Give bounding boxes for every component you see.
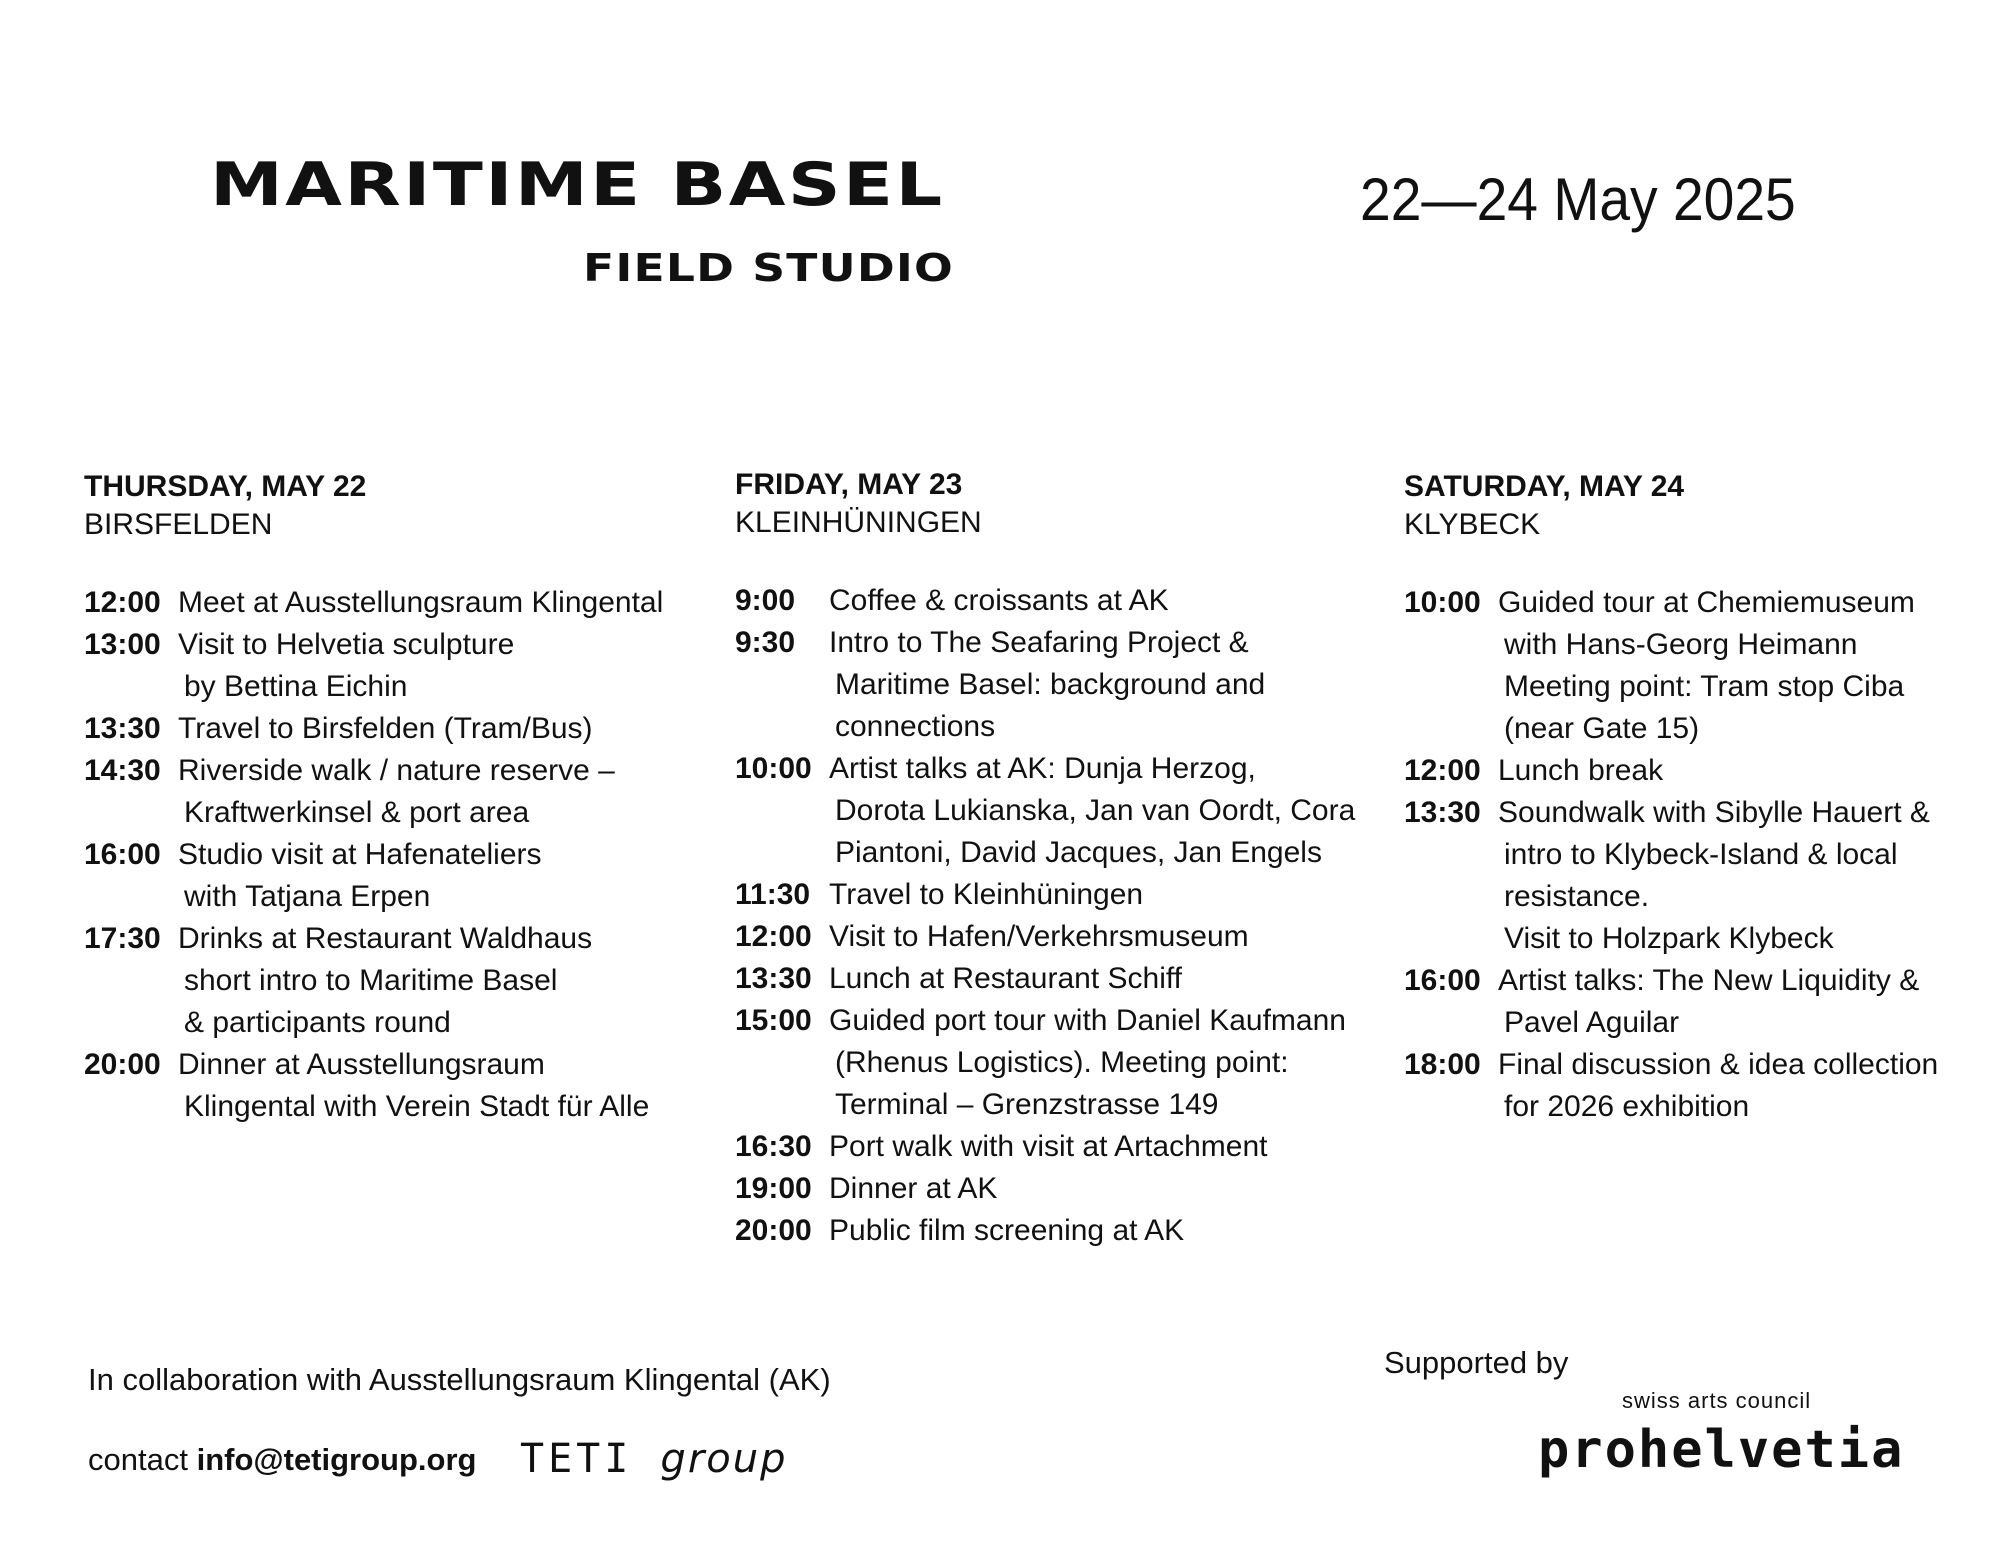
schedule-description	[829, 1168, 1355, 1210]
event-list	[1404, 582, 2000, 1128]
schedule-description	[829, 580, 1355, 622]
schedule-description	[178, 708, 704, 750]
schedule-time: 18:00	[1404, 1048, 1481, 1081]
event-title: MARITIME BASEL	[210, 150, 945, 220]
day-location: KLEINHÜNINGEN	[735, 506, 982, 539]
schedule-description-line: Artist talks at AK: Dunja Herzog,	[829, 752, 1256, 785]
schedule-description-line: by Bettina Eichin	[184, 670, 408, 703]
day-column-saturday	[1404, 468, 2000, 1128]
schedule-item	[735, 874, 1355, 916]
schedule-description-line: Klingental with Verein Stadt für Alle	[184, 1090, 650, 1123]
collaboration-note: In collaboration with Ausstellungsraum Klingental (AK)	[88, 1362, 831, 1397]
schedule-description-line: resistance.	[1504, 880, 1650, 913]
schedule-description-line: intro to Klybeck-Island & local	[1504, 838, 1898, 871]
schedule-description-line: for 2026 exhibition	[1504, 1090, 1750, 1123]
event-list	[84, 582, 704, 1128]
contact-label: contact	[88, 1442, 188, 1477]
day-location: KLYBECK	[1404, 508, 1541, 541]
schedule-description	[1498, 960, 2000, 1044]
event-subtitle: FIELD STUDIO	[583, 246, 955, 290]
schedule-description	[829, 1000, 1355, 1126]
teti-logo-word: TETI	[520, 1436, 633, 1482]
schedule-item	[735, 1126, 1355, 1168]
schedule-time: 16:00	[1404, 964, 1481, 997]
schedule-description	[829, 916, 1355, 958]
schedule-item	[1404, 960, 2000, 1044]
schedule-time: 17:30	[84, 922, 161, 955]
schedule-description-line: Final discussion & idea collection	[1498, 1048, 1939, 1081]
schedule-description	[178, 624, 704, 708]
supported-by-label: Supported by	[1384, 1345, 1569, 1380]
day-title: THURSDAY, MAY 22	[84, 470, 367, 503]
schedule-time: 19:00	[735, 1172, 812, 1205]
schedule-description-line: Drinks at Restaurant Waldhaus	[178, 922, 593, 955]
schedule-time: 9:00	[735, 584, 796, 617]
event-list	[735, 580, 1355, 1252]
schedule-item	[84, 582, 704, 624]
schedule-description-line: short intro to Maritime Basel	[184, 964, 558, 997]
schedule-description-line: (near Gate 15)	[1504, 712, 1700, 745]
schedule-description	[829, 874, 1355, 916]
schedule-description-line: Riverside walk / nature reserve –	[178, 754, 615, 787]
teti-logo-group: group	[660, 1436, 788, 1482]
schedule-time: 13:30	[735, 962, 812, 995]
schedule-description-line: Travel to Birsfelden (Tram/Bus)	[178, 712, 593, 745]
schedule-description-line: with Hans-Georg Heimann	[1504, 628, 1858, 661]
schedule-item	[84, 750, 704, 834]
schedule-item	[1404, 792, 2000, 960]
schedule-description	[178, 834, 704, 918]
schedule-item	[735, 1168, 1355, 1210]
schedule-description	[829, 1126, 1355, 1168]
schedule-time: 16:00	[84, 838, 161, 871]
schedule-description-line: Visit to Holzpark Klybeck	[1504, 922, 1834, 955]
schedule-time: 10:00	[735, 752, 812, 785]
schedule-description	[1498, 792, 2000, 960]
teti-group-logo	[520, 1436, 787, 1482]
schedule-item	[1404, 750, 2000, 792]
schedule-description-line: Intro to The Seafaring Project &	[829, 626, 1249, 659]
schedule-time: 20:00	[84, 1048, 161, 1081]
schedule-description	[829, 748, 1355, 874]
schedule-description-line: & participants round	[184, 1006, 451, 1039]
schedule-item	[1404, 1044, 2000, 1128]
schedule-item	[84, 918, 704, 1044]
schedule-description	[178, 750, 704, 834]
schedule-item	[84, 708, 704, 750]
schedule-description-line: Pavel Aguilar	[1504, 1006, 1680, 1039]
schedule-description-line: Dorota Lukianska, Jan van Oordt, Cora	[835, 794, 1356, 827]
schedule-description-line: connections	[835, 710, 996, 743]
schedule-description-line: Port walk with visit at Artachment	[829, 1130, 1268, 1163]
schedule-time: 13:30	[1404, 796, 1481, 829]
schedule-item	[84, 834, 704, 918]
schedule-time: 12:00	[1404, 754, 1481, 787]
contact-line	[88, 1442, 476, 1478]
schedule-description	[178, 1044, 704, 1128]
schedule-description-line: Lunch break	[1498, 754, 1664, 787]
contact-email-link[interactable]: info@tetigroup.org	[196, 1442, 477, 1477]
schedule-item	[735, 580, 1355, 622]
schedule-time: 13:30	[84, 712, 161, 745]
schedule-description-line: Lunch at Restaurant Schiff	[829, 962, 1182, 995]
schedule-description-line: Guided tour at Chemiemuseum	[1498, 586, 1915, 619]
schedule-description	[829, 958, 1355, 1000]
day-column-thursday	[84, 468, 704, 1128]
schedule-description-line: Guided port tour with Daniel Kaufmann	[829, 1004, 1346, 1037]
schedule-description	[1498, 1044, 2000, 1128]
schedule-description-line: with Tatjana Erpen	[184, 880, 431, 913]
schedule-time: 16:30	[735, 1130, 812, 1163]
schedule-description-line: Public film screening at AK	[829, 1214, 1185, 1247]
schedule-item	[84, 624, 704, 708]
schedule-description	[178, 582, 704, 624]
schedule-time: 10:00	[1404, 586, 1481, 619]
schedule-time: 12:00	[735, 920, 812, 953]
schedule-description-line: Terminal – Grenzstrasse 149	[835, 1088, 1219, 1121]
schedule-description-line: Meet at Ausstellungsraum Klingental	[178, 586, 664, 619]
schedule-item	[735, 1210, 1355, 1252]
sponsor-tagline: swiss arts council	[1622, 1388, 1812, 1413]
schedule-item	[735, 1000, 1355, 1126]
schedule-description	[1498, 750, 2000, 792]
schedule-time: 11:30	[735, 878, 811, 911]
schedule-item	[735, 916, 1355, 958]
event-dates: 22—24 May 2025	[1360, 166, 1796, 233]
day-title: FRIDAY, MAY 23	[735, 468, 963, 501]
day-title: SATURDAY, MAY 24	[1404, 470, 1685, 503]
schedule-time: 9:30	[735, 626, 796, 659]
schedule-description	[1498, 582, 2000, 750]
schedule-description-line: Coffee & croissants at AK	[829, 584, 1169, 617]
schedule-time: 15:00	[735, 1004, 812, 1037]
day-column-friday	[735, 466, 1355, 1252]
schedule-description-line: Piantoni, David Jacques, Jan Engels	[835, 836, 1322, 869]
schedule-description-line: Meeting point: Tram stop Ciba	[1504, 670, 1905, 703]
schedule-item	[84, 1044, 704, 1128]
schedule-item	[735, 748, 1355, 874]
schedule-description	[829, 622, 1355, 748]
schedule-description-line: Artist talks: The New Liquidity &	[1498, 964, 1920, 997]
schedule-description-line: Maritime Basel: background and	[835, 668, 1266, 701]
schedule-time: 12:00	[84, 586, 161, 619]
schedule-time: 20:00	[735, 1214, 812, 1247]
schedule-description	[178, 918, 704, 1044]
schedule-item	[1404, 582, 2000, 750]
schedule-time: 14:30	[84, 754, 161, 787]
schedule-item	[735, 958, 1355, 1000]
schedule-description-line: Visit to Helvetia sculpture	[178, 628, 515, 661]
schedule-time: 13:00	[84, 628, 161, 661]
prohelvetia-logo: prohelvetia	[1538, 1420, 1905, 1480]
schedule-description-line: Soundwalk with Sibylle Hauert &	[1498, 796, 1930, 829]
day-location: BIRSFELDEN	[84, 508, 273, 541]
schedule-description-line: Travel to Kleinhüningen	[829, 878, 1144, 911]
schedule-description-line: Dinner at Ausstellungsraum	[178, 1048, 545, 1081]
schedule-item	[735, 622, 1355, 748]
schedule-description-line: Studio visit at Hafenateliers	[178, 838, 542, 871]
schedule-description-line: Visit to Hafen/Verkehrsmuseum	[829, 920, 1249, 953]
schedule-description-line: Kraftwerkinsel & port area	[184, 796, 530, 829]
schedule-description	[829, 1210, 1355, 1252]
schedule-description-line: (Rhenus Logistics). Meeting point:	[835, 1046, 1289, 1079]
schedule-description-line: Dinner at AK	[829, 1172, 998, 1205]
